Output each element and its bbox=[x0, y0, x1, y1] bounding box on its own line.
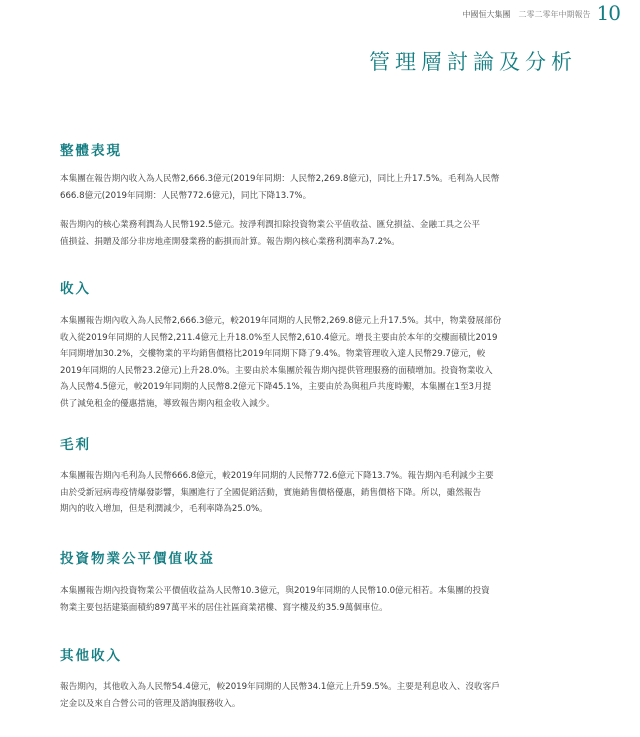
text-line: 報告期內的核心業務利潤為人民幣192.5億元。按淨利潤扣除投資物業公平值收益、匯兌損益、金融工具之公平 bbox=[60, 220, 480, 230]
text-line: 本集團報告期內投資物業公平價值收益為人民幣10.3億元，與2019年同期的人民幣10.0億元相若。本集團的投資 bbox=[60, 586, 490, 596]
section-heading-other-income: 其他收入 bbox=[60, 648, 122, 664]
report-name: 二零二零年中期報告 bbox=[518, 10, 591, 19]
text-line: 本集團報告期內收入為人民幣2,666.3億元，較2019年同期的人民幣2,269.8億元上升17.5%。其中，物業發展部份 bbox=[60, 316, 502, 326]
text-line: 定金以及來自合營公司的管理及諮詢服務收入。 bbox=[60, 698, 241, 709]
text-line: 本集團在報告期內收入為人民幣2,666.3億元(2019年同期：人民幣2,269.8億元)，同比上升17.5%。毛利為人民幣 bbox=[60, 174, 500, 184]
paragraph-overall-performance-2 bbox=[60, 217, 580, 250]
section-heading-gross-profit: 毛利 bbox=[60, 437, 91, 453]
paragraph-overall-performance-1 bbox=[60, 171, 580, 204]
section-heading-overall-performance: 整體表現 bbox=[60, 143, 122, 159]
text-line: 供了減免租金的優惠措施，導致報告期內租金收入減少。 bbox=[60, 398, 275, 409]
section-heading-investment-property-gain: 投資物業公平價值收益 bbox=[60, 551, 215, 567]
company-name: 中國恒大集團 bbox=[462, 10, 511, 19]
text-line: 年同期增加30.2%，交樓物業的平均銷售價格比2019年同期下降了9.4%。物業管理收入達人民幣29.7億元，較 bbox=[60, 349, 486, 359]
text-line: 由於受新冠病毒疫情爆發影響，集團進行了全國促銷活動，實施銷售價格優惠，銷售價格下降。所以，雖然報告 bbox=[60, 487, 482, 498]
text-line: 物業主要包括建築面積約897萬平米的居住社區商業裙樓、寫字樓及約35.9萬個車位。 bbox=[60, 602, 388, 613]
page-title: 管理層討論及分析 bbox=[369, 50, 577, 74]
paragraph-gross-profit bbox=[60, 468, 580, 518]
section-heading-revenue: 收入 bbox=[60, 281, 91, 297]
paragraph-revenue bbox=[60, 313, 580, 412]
text-line: 本集團報告期內毛利為人民幣666.8億元，較2019年同期的人民幣772.6億元下降13.7%。報告期內毛利減少主要 bbox=[60, 471, 494, 481]
text-line: 2019年同期的人民幣23.2億元)上升28.0%。主要由於本集團於報告期內提供管理服務的面積增加。投資物業收入 bbox=[60, 365, 493, 376]
text-line: 收入從2019年同期的人民幣2,211.4億元上升18.0%至人民幣2,610.4億元。增長主要由於本年的交樓面積比2019 bbox=[60, 332, 498, 343]
paragraph-other-income bbox=[60, 679, 580, 712]
paragraph-investment-property-gain bbox=[60, 583, 580, 616]
text-line: 報告期內，其他收入為人民幣54.4億元，較2019年同期的人民幣34.1億元上升59.5%。主要是利息收入、沒收客戶 bbox=[60, 682, 500, 692]
page-number: 10 bbox=[596, 1, 620, 25]
text-line: 666.8億元(2019年同期：人民幣772.6億元)，同比下降13.7%。 bbox=[60, 190, 312, 201]
text-line: 為人民幣4.5億元，較2019年同期的人民幣8.2億元下降45.1%，主要由於為與租戶共度時艱，本集團在1至3月提 bbox=[60, 382, 492, 392]
page-header bbox=[463, 3, 620, 23]
text-line: 值損益、捐贈及部分非房地產開發業務的虧損而計算。報告期內核心業務利潤率為7.2%。 bbox=[60, 236, 400, 247]
text-line: 期內的收入增加，但是利潤減少，毛利率降為25.0%。 bbox=[60, 504, 268, 514]
